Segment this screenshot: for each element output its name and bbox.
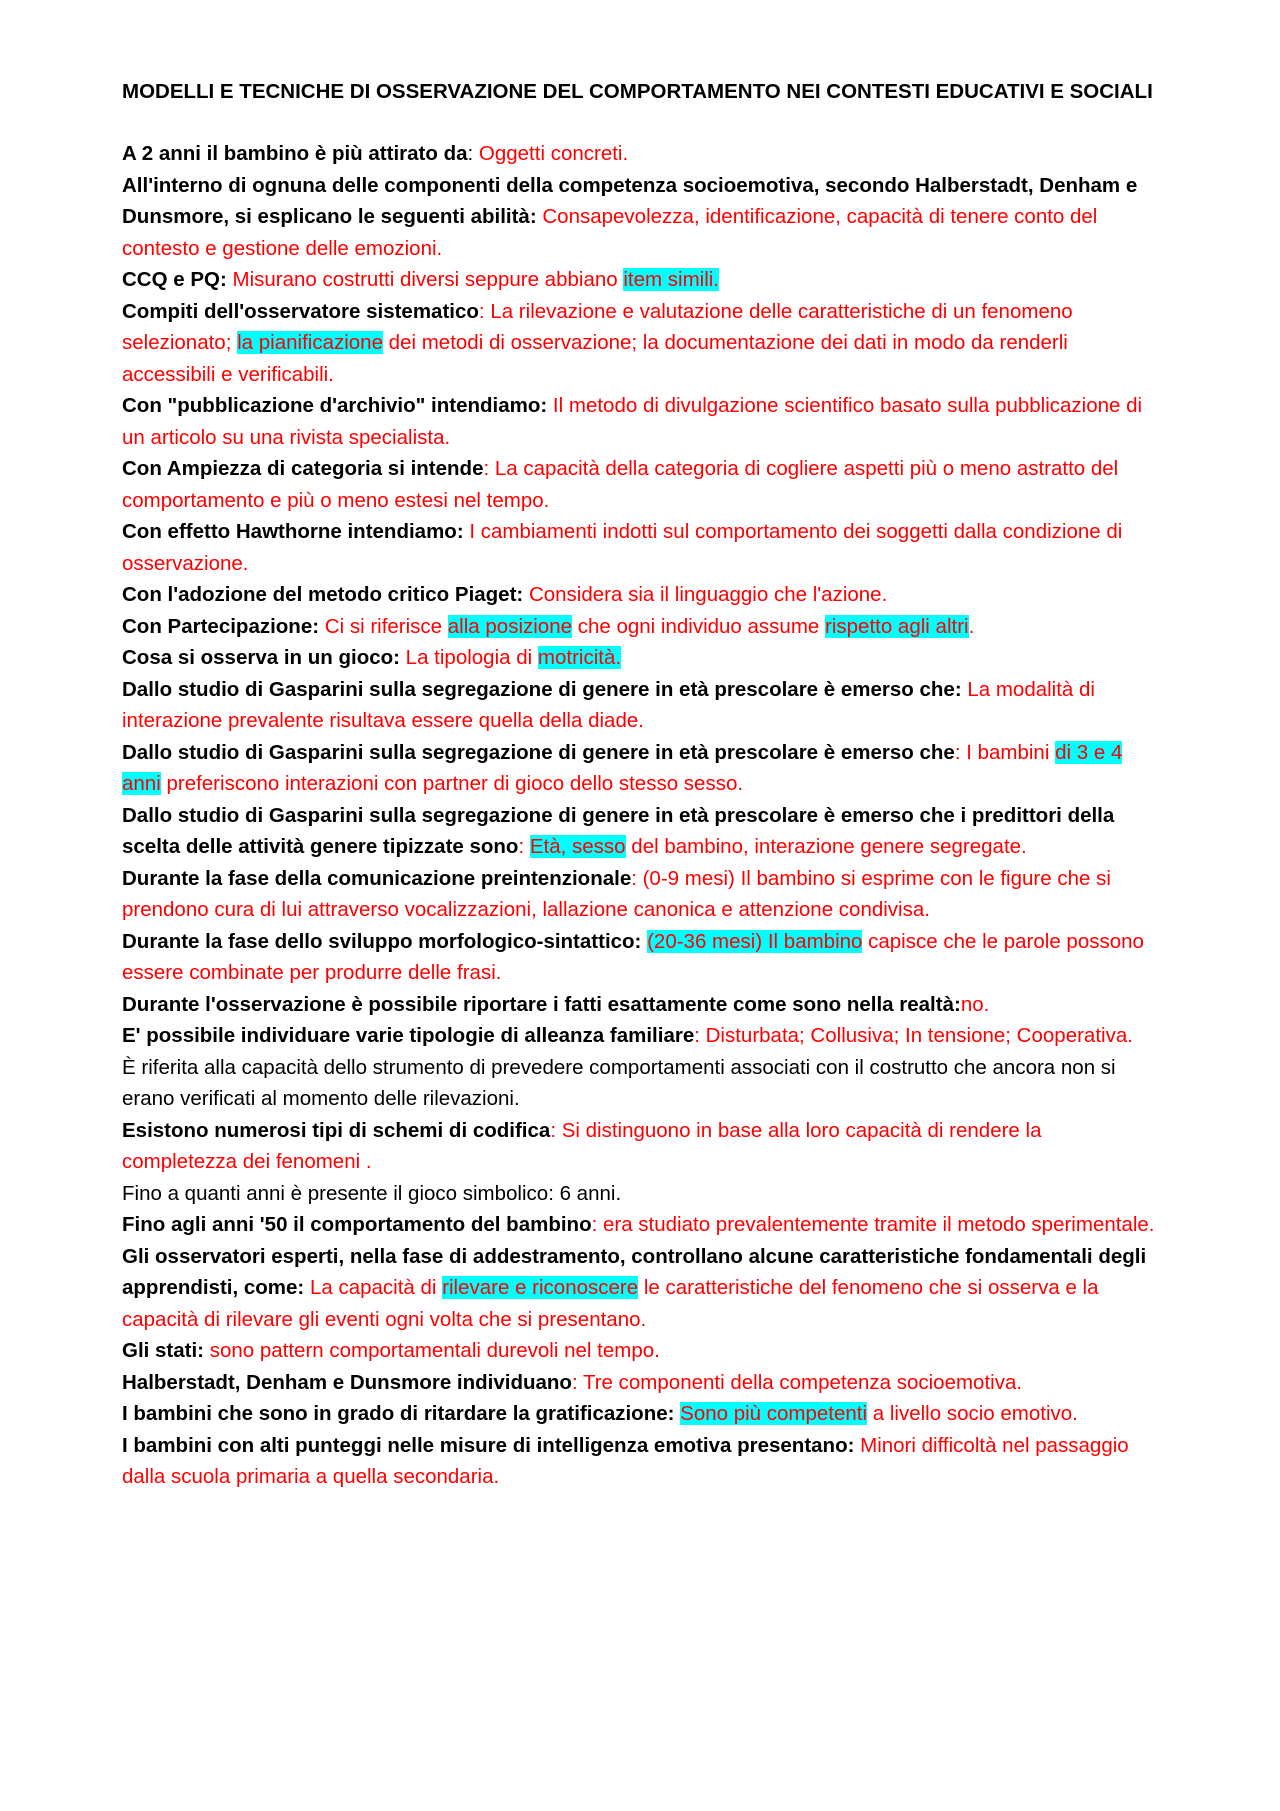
qa-entry	[122, 516, 1160, 579]
entry-answer-highlight: Sono più competenti	[680, 1402, 868, 1425]
entry-answer-highlight: alla posizione	[447, 614, 573, 638]
qa-entry	[122, 390, 1160, 453]
qa-entry	[122, 579, 1160, 611]
entry-question: Cosa si osserva in un gioco:	[122, 646, 406, 669]
qa-entry	[122, 264, 1160, 296]
qa-entry	[122, 1020, 1160, 1052]
entry-question: Durante la fase della comunicazione preintenzionale	[122, 866, 632, 890]
entry-answer: Il metodo di divulgazione scientifico basato sulla pubblicazione di un articolo su una rivista specialista.	[122, 394, 1143, 449]
entry-question: Dallo studio di Gasparini sulla segregazione di genere in età prescolare è emerso che:	[122, 677, 968, 701]
entry-answer: che ogni individuo assume	[572, 614, 826, 638]
entry-question: Con "pubblicazione d'archivio" intendiamo:	[122, 394, 553, 417]
qa-entry	[122, 642, 1160, 674]
entry-answer: : La capacità della categoria di cogliere aspetti più o meno astratto del comportamento e più o meno estesi nel tempo.	[122, 457, 1119, 512]
entry-question: Fino agli anni '50 il comportamento del bambino	[122, 1213, 592, 1236]
entry-question: Con effetto Hawthorne intendiamo:	[122, 520, 470, 543]
entry-question: I bambini che sono in grado di ritardare la gratificazione:	[122, 1402, 681, 1425]
entry-answer: capisce che le parole possono essere combinate per produrre delle frasi.	[122, 929, 1144, 984]
entry-question: Durante la fase dello sviluppo morfologico-sintattico:	[122, 929, 648, 953]
entry-question: Con Ampiezza di categoria si intende	[122, 457, 484, 480]
entry-answer: sono pattern comportamentali durevoli nel tempo.	[209, 1339, 660, 1362]
entry-question: Gli osservatori esperti, nella fase di addestramento, controllano alcune caratteristiche fondamentali degli apprendisti, come:	[122, 1244, 1147, 1299]
qa-entry	[122, 611, 1160, 643]
entry-answer: le caratteristiche del fenomeno che si osserva e la capacità di rilevare gli eventi ogni volta che si presentano.	[122, 1276, 1099, 1331]
entry-question: CCQ e PQ:	[122, 268, 233, 291]
entry-question: Con l'adozione del metodo critico Piaget:	[122, 583, 529, 606]
entry-answer-highlight: Età, sesso	[529, 835, 626, 858]
entry-answer: no.	[960, 992, 990, 1016]
qa-entry	[122, 1241, 1160, 1336]
entry-question: Dallo studio di Gasparini sulla segregazione di genere in età prescolare è emerso che i predittori della scelta delle attività genere tipizzate sono	[122, 803, 1115, 858]
qa-entry	[122, 989, 1160, 1021]
entry-answer: : era studiato prevalentemente tramite il metodo sperimentale.	[591, 1213, 1155, 1236]
qa-list	[122, 138, 1160, 1493]
qa-entry	[122, 1398, 1160, 1430]
entry-question: All'interno di ognuna delle componenti della competenza socioemotiva, secondo Halberstadt, Denham e Dunsmore, si esplicano le seguenti abilità:	[122, 173, 1138, 228]
qa-entry	[122, 453, 1160, 516]
entry-question: Compiti dell'osservatore sistematico	[122, 299, 479, 323]
qa-entry	[122, 1209, 1160, 1241]
qa-entry	[122, 170, 1160, 265]
entry-answer: : Disturbata; Collusiva; In tensione; Cooperativa.	[694, 1024, 1133, 1047]
entry-answer: Ci si riferisce	[324, 614, 448, 638]
qa-entry	[122, 800, 1160, 863]
qa-entry	[122, 1115, 1160, 1178]
entry-answer: : (0-9 mesi) Il bambino si esprime con le figure che si prendono cura di lui attraverso vocalizzazioni, lallazione canonica e attenzione condivisa.	[122, 866, 1111, 921]
entry-answer: Consapevolezza, identificazione, capacità di tenere conto del contesto e gestione delle emozioni.	[122, 205, 1098, 260]
entry-answer-highlight: rilevare e riconoscere	[442, 1276, 639, 1299]
entry-answer: dei metodi di osservazione; la documentazione dei dati in modo da renderli accessibili e verificabili.	[122, 331, 1068, 386]
qa-entry	[122, 926, 1160, 989]
qa-entry	[122, 1335, 1160, 1367]
qa-entry	[122, 1178, 1160, 1210]
entry-question: Esistono numerosi tipi di schemi di codifica	[122, 1118, 551, 1142]
entry-answer: Minori difficoltà nel passaggio dalla scuola primaria a quella secondaria.	[122, 1433, 1129, 1488]
entry-question: Gli stati:	[122, 1339, 210, 1362]
qa-entry	[122, 674, 1160, 737]
entry-answer: : Si distinguono in base alla loro capacità di rendere la completezza dei fenomeni .	[122, 1118, 1042, 1173]
entry-question: I bambini con alti punteggi nelle misure di intelligenza emotiva presentano:	[122, 1433, 861, 1457]
entry-answer-highlight: rispetto agli altri	[825, 614, 969, 638]
entry-answer: preferiscono interazioni con partner di gioco dello stesso sesso.	[160, 772, 744, 795]
entry-text: Fino a quanti anni è presente il gioco simbolico: 6 anni.	[122, 1181, 622, 1205]
entry-answer-highlight: item simili.	[623, 268, 720, 291]
entry-answer: Oggetti concreti.	[478, 142, 629, 165]
entry-answer: La modalità di interazione prevalente risultava essere quella della diade.	[122, 677, 1095, 732]
entry-answer-highlight: di 3 e 4 anni	[122, 740, 1123, 795]
qa-entry	[122, 138, 1160, 170]
entry-answer: a livello socio emotivo.	[867, 1402, 1078, 1425]
entry-answer-highlight: motricità.	[537, 646, 622, 669]
entry-question: A 2 anni il bambino è più attirato da	[122, 142, 468, 165]
entry-answer: Misurano costrutti diversi seppure abbiano	[232, 268, 624, 291]
entry-question: Dallo studio di Gasparini sulla segregazione di genere in età prescolare è emerso che	[122, 740, 955, 764]
qa-entry	[122, 1052, 1160, 1115]
entry-question: Durante l'osservazione è possibile riportare i fatti esattamente come sono nella realtà:	[122, 992, 961, 1016]
qa-entry	[122, 737, 1160, 800]
entry-answer: :	[518, 835, 530, 858]
entry-answer-highlight: la pianificazione	[237, 331, 383, 354]
entry-answer: Considera sia il linguaggio che l'azione.	[528, 583, 888, 606]
entry-question: E' possibile individuare varie tipologie di alleanza familiare	[122, 1024, 695, 1047]
qa-entry	[122, 1430, 1160, 1493]
entry-answer: : Tre componenti della competenza socioemotiva.	[571, 1370, 1023, 1394]
entry-answer: del bambino, interazione genere segregate.	[625, 835, 1027, 858]
entry-answer: La capacità di	[309, 1276, 443, 1299]
qa-entry	[122, 863, 1160, 926]
entry-question: Con Partecipazione:	[122, 614, 325, 638]
qa-entry	[122, 296, 1160, 391]
entry-answer-highlight: (20-36 mesi) Il bambino	[647, 929, 863, 953]
qa-entry	[122, 1367, 1160, 1399]
entry-answer: I cambiamenti indotti sul comportamento dei soggetti dalla condizione di osservazione.	[122, 520, 1123, 575]
entry-answer: : La rilevazione e valutazione delle caratteristiche di un fenomeno selezionato;	[122, 299, 1073, 354]
entry-text: :	[467, 142, 479, 165]
entry-answer: : I bambini	[954, 740, 1056, 764]
document-title: MODELLI E TECNICHE DI OSSERVAZIONE DEL COMPORTAMENTO NEI CONTESTI EDUCATIVI E SOCIALI	[122, 80, 1153, 103]
entry-answer: .	[968, 614, 975, 638]
entry-question: Halberstadt, Denham e Dunsmore individuano	[122, 1370, 572, 1394]
entry-text: È riferita alla capacità dello strumento di prevedere comportamenti associati con il costrutto che ancora non si erano verificati al momento delle rilevazioni.	[122, 1055, 1116, 1110]
entry-answer: La tipologia di	[405, 646, 538, 669]
